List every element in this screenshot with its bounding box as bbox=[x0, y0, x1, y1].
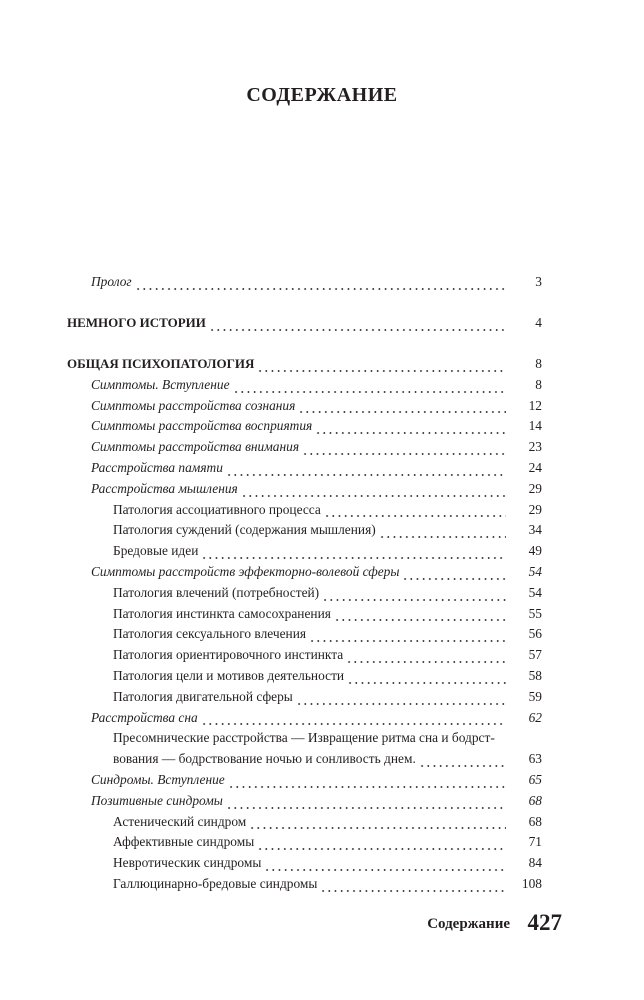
toc-entry[interactable] bbox=[67, 812, 542, 833]
toc-entry-page: 29 bbox=[528, 501, 542, 517]
toc-entry-label: Патология влечений (потребностей) bbox=[113, 584, 320, 600]
dot-leader bbox=[226, 792, 506, 812]
toc-entry-page: 58 bbox=[528, 667, 542, 683]
toc-entry-label-line: Пресомнические расстройства — Извращение ритма сна и бодрст- bbox=[113, 730, 495, 746]
toc-entry[interactable] bbox=[67, 791, 542, 812]
toc-entry-label: Невротическик синдромы bbox=[113, 855, 262, 871]
toc-entry-label: НЕМНОГО ИСТОРИИ bbox=[67, 314, 206, 330]
toc-entry[interactable] bbox=[67, 853, 542, 874]
toc-entry[interactable] bbox=[67, 500, 542, 521]
page-title: СОДЕРЖАНИЕ bbox=[246, 84, 398, 106]
dot-leader bbox=[379, 521, 506, 541]
toc-entry-page: 49 bbox=[528, 543, 542, 559]
dot-leader bbox=[298, 396, 506, 416]
dot-leader bbox=[347, 667, 506, 687]
running-footer-label: Содержание bbox=[427, 916, 510, 932]
toc-entry[interactable] bbox=[67, 770, 542, 791]
dot-leader bbox=[296, 688, 506, 708]
dot-leader bbox=[315, 417, 506, 437]
toc-entry[interactable] bbox=[67, 416, 542, 437]
toc-entry-label: Позитивные синдромы bbox=[91, 792, 223, 808]
dot-leader bbox=[402, 563, 506, 583]
toc-entry-label: Симптомы расстройств эффекторно-волевой сферы bbox=[91, 563, 400, 579]
dot-leader bbox=[228, 771, 506, 791]
toc-entry[interactable] bbox=[67, 832, 542, 853]
toc-entry[interactable] bbox=[67, 874, 542, 895]
toc-entry-label: Синдромы. Вступление bbox=[91, 771, 225, 787]
toc-entry-page: 14 bbox=[528, 418, 542, 434]
toc-entry[interactable] bbox=[67, 272, 542, 293]
toc-entry[interactable] bbox=[67, 708, 542, 729]
toc-entry[interactable] bbox=[67, 396, 542, 417]
toc-entry-label: Пролог bbox=[91, 274, 132, 289]
toc-entry-label: Патология инстинкта самосохранения bbox=[113, 605, 331, 621]
table-of-contents bbox=[67, 272, 542, 895]
dot-leader bbox=[419, 750, 506, 770]
page-number: 427 bbox=[527, 910, 562, 935]
dot-leader bbox=[201, 708, 506, 728]
toc-entry-label: Галлюцинарно-бредовые синдромы bbox=[113, 875, 318, 891]
dot-leader bbox=[346, 646, 506, 666]
toc-entry[interactable] bbox=[67, 520, 542, 541]
toc-entry-page: 8 bbox=[535, 355, 542, 371]
toc-entry-page: 59 bbox=[528, 688, 542, 704]
dot-leader bbox=[257, 833, 506, 853]
toc-entry-label: Симптомы расстройства восприятия bbox=[91, 418, 313, 434]
toc-entry-page: 84 bbox=[528, 855, 542, 871]
toc-entry-page: 3 bbox=[535, 274, 542, 289]
toc-entry[interactable] bbox=[67, 687, 542, 708]
toc-entry-label: Аффективные синдромы bbox=[113, 834, 255, 850]
toc-entry[interactable] bbox=[67, 583, 542, 604]
toc-entry-page: 4 bbox=[535, 314, 542, 330]
toc-entry[interactable] bbox=[67, 375, 542, 396]
toc-entry-page: 54 bbox=[528, 584, 542, 600]
toc-entry-label: Симптомы расстройства внимания bbox=[91, 439, 300, 455]
toc-entry[interactable] bbox=[67, 541, 542, 562]
toc-entry-label: Астенический синдром bbox=[113, 813, 247, 829]
toc-entry-page: 68 bbox=[528, 813, 542, 829]
toc-entry-label: ОБЩАЯ ПСИХОПАТОЛОГИЯ bbox=[67, 355, 255, 371]
toc-entry-label: Патология ассоциативного процесса bbox=[113, 501, 321, 517]
toc-entry-page: 62 bbox=[528, 709, 542, 725]
toc-entry-label: Патология ориентировочного инстинкта bbox=[113, 647, 344, 663]
toc-entry-label: Симптомы. Вступление bbox=[91, 376, 230, 392]
dot-leader bbox=[302, 438, 506, 458]
toc-entry-page: 57 bbox=[528, 647, 542, 663]
dot-leader bbox=[249, 812, 506, 832]
toc-entry-page: 108 bbox=[521, 875, 542, 891]
toc-entry-label: Расстройства сна bbox=[91, 709, 198, 725]
toc-entry[interactable] bbox=[67, 624, 542, 645]
toc-entry[interactable] bbox=[67, 313, 542, 334]
dot-leader bbox=[334, 604, 506, 624]
toc-entry[interactable] bbox=[67, 604, 542, 625]
toc-entry-page: 24 bbox=[528, 459, 542, 475]
toc-entry-page: 23 bbox=[528, 439, 542, 455]
toc-entry[interactable] bbox=[67, 749, 542, 770]
dot-leader bbox=[324, 500, 506, 520]
toc-entry-label: Патология суждений (содержания мышления) bbox=[113, 522, 376, 538]
toc-entry-label: Бредовые идеи bbox=[113, 543, 199, 559]
toc-entry-label: Патология сексуального влечения bbox=[113, 626, 307, 642]
toc-entry-label: Патология двигательной сферы bbox=[113, 688, 293, 704]
toc-entry[interactable] bbox=[67, 479, 542, 500]
toc-entry[interactable] bbox=[67, 666, 542, 687]
toc-entry-label: вования — бодрствование ночью и сонливость днем. bbox=[113, 751, 416, 767]
toc-entry[interactable] bbox=[67, 562, 542, 583]
toc-entry-page: 68 bbox=[528, 792, 542, 808]
dot-leader bbox=[309, 625, 506, 645]
toc-entry-page: 8 bbox=[535, 376, 542, 392]
toc-entry-page: 55 bbox=[528, 605, 542, 621]
dot-leader bbox=[135, 273, 506, 293]
dot-leader bbox=[320, 875, 506, 895]
toc-entry[interactable] bbox=[67, 645, 542, 666]
toc-entry-page: 63 bbox=[528, 751, 542, 767]
spacer bbox=[67, 334, 542, 354]
toc-entry[interactable] bbox=[67, 458, 542, 479]
dot-leader bbox=[322, 584, 506, 604]
dot-leader bbox=[257, 355, 506, 375]
dot-leader bbox=[233, 376, 506, 396]
toc-entry-page: 29 bbox=[528, 480, 542, 496]
dot-leader bbox=[241, 480, 506, 500]
spacer bbox=[67, 293, 542, 313]
dot-leader bbox=[264, 854, 506, 874]
toc-entry-label: Патология цели и мотивов деятельности bbox=[113, 667, 345, 683]
dot-leader bbox=[201, 542, 506, 562]
toc-entry-page: 54 bbox=[528, 563, 542, 579]
toc-entry-page: 56 bbox=[528, 626, 542, 642]
dot-leader bbox=[209, 314, 506, 334]
toc-entry-label: Симптомы расстройства сознания bbox=[91, 397, 296, 413]
toc-entry[interactable] bbox=[67, 437, 542, 458]
toc-entry-page: 34 bbox=[528, 522, 542, 538]
toc-entry-label: Расстройства памяти bbox=[91, 459, 223, 475]
toc-entry-label: Расстройства мышления bbox=[91, 480, 238, 496]
toc-entry-page: 12 bbox=[528, 397, 542, 413]
toc-entry-page: 65 bbox=[528, 771, 542, 787]
toc-entry-page: 71 bbox=[528, 834, 542, 850]
dot-leader bbox=[226, 459, 506, 479]
toc-entry[interactable] bbox=[67, 354, 542, 375]
